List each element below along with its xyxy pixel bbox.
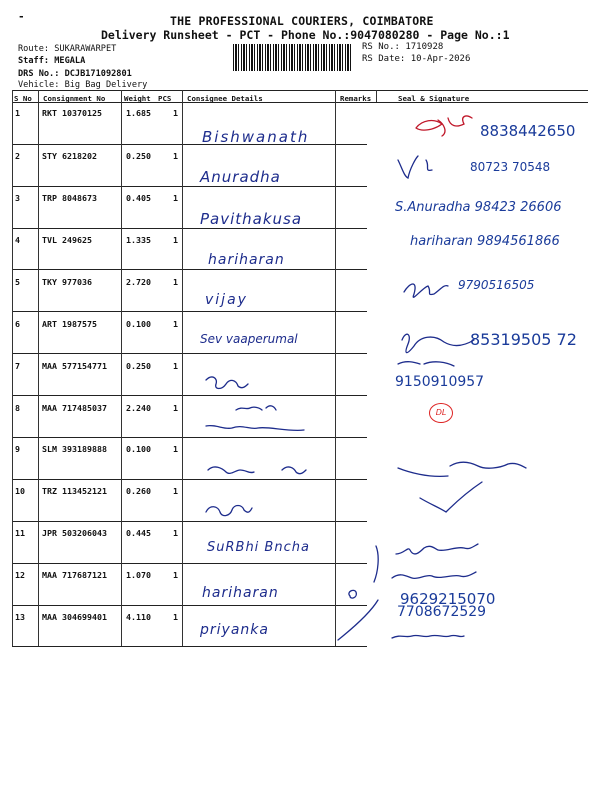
row-sno: 10	[15, 486, 25, 496]
signature-scribble	[402, 334, 474, 352]
staff-label: Staff: MEGALA	[18, 56, 86, 66]
drs-number: DRS No.: DCJB171092801	[18, 69, 132, 79]
signature-handwriting: 7708672529	[397, 604, 487, 620]
signature-scribble	[206, 426, 304, 431]
row-weight: 2.240	[126, 403, 151, 413]
signature-scribble	[404, 284, 448, 297]
row-consignment: MAA 304699401	[42, 612, 107, 622]
row-pcs: 1	[173, 612, 178, 622]
signature-scribble	[398, 156, 432, 178]
row-pcs: 1	[173, 235, 178, 245]
consignee-handwriting: priyanka	[200, 622, 269, 638]
rs-number: RS No.: 1710928	[362, 42, 444, 52]
row-pcs: 1	[173, 277, 178, 287]
row-weight: 0.250	[126, 151, 151, 161]
rs-date: RS Date: 10-Apr-2026	[362, 54, 471, 64]
row-pcs: 1	[173, 486, 178, 496]
row-consignment: RKT 10370125	[42, 108, 102, 118]
col-sno: S No	[14, 94, 32, 103]
row-weight: 2.720	[126, 277, 151, 287]
row-sno: 1	[15, 108, 20, 118]
row-consignment: ART 1987575	[42, 319, 97, 329]
row-pcs: 1	[173, 361, 178, 371]
row-weight: 0.250	[126, 361, 151, 371]
row-weight: 4.110	[126, 612, 151, 622]
col-consignee: Consignee Details	[187, 94, 263, 103]
row-sno: 7	[15, 361, 20, 371]
col-consignment: Consignment No	[43, 94, 106, 103]
consignee-handwriting: Pavithakusa	[200, 210, 303, 228]
row-sno: 5	[15, 277, 20, 287]
row-pcs: 1	[173, 193, 178, 203]
signature-scribble	[398, 362, 454, 366]
signature-scribble	[396, 544, 478, 554]
row-sno: 13	[15, 612, 25, 622]
row-pcs: 1	[173, 108, 178, 118]
consignee-handwriting: Anuradha	[200, 168, 281, 186]
route-label: Route: SUKARAWARPET	[18, 44, 117, 54]
signature-scribble	[206, 377, 248, 388]
row-consignment: TVL 249625	[42, 235, 92, 245]
row-pcs: 1	[173, 570, 178, 580]
row-pcs: 1	[173, 403, 178, 413]
consignee-handwriting: vijay	[205, 292, 248, 308]
signature-handwriting: 9629215070	[400, 590, 496, 608]
signature-handwriting: S.Anuradha 98423 26606	[395, 200, 562, 215]
row-consignment: TKY 977036	[42, 277, 92, 287]
consignee-handwriting: hariharan	[208, 252, 285, 268]
signature-scribble	[349, 590, 356, 598]
row-consignment: JPR 503206043	[42, 528, 107, 538]
row-consignment: MAA 717485037	[42, 403, 107, 413]
row-sno: 12	[15, 570, 25, 580]
consignee-handwriting: SuRBhi Bncha	[207, 540, 310, 555]
col-pcs: PCS	[158, 94, 172, 103]
row-sno: 8	[15, 403, 20, 413]
corner-dash: -	[18, 10, 25, 23]
row-pcs: 1	[173, 319, 178, 329]
signature-scribble	[398, 462, 526, 476]
signature-handwriting: 9150910957	[395, 374, 485, 390]
row-sno: 6	[15, 319, 20, 329]
row-pcs: 1	[173, 151, 178, 161]
consignee-handwriting: hariharan	[202, 585, 279, 601]
signature-scribble	[208, 467, 306, 474]
signature-scribble	[392, 572, 476, 578]
col-remarks: Remarks	[340, 94, 372, 103]
signature-scribble	[420, 482, 482, 512]
signature-handwriting: hariharan 9894561866	[410, 234, 560, 249]
runsheet-subtitle: Delivery Runsheet - PCT - Phone No.:9047080280 - Page No.:1	[101, 28, 510, 42]
signature-scribble	[392, 635, 464, 638]
signature-scribble	[416, 116, 472, 136]
row-pcs: 1	[173, 444, 178, 454]
signature-handwriting: 85319505 72	[470, 330, 577, 349]
col-weight: Weight	[124, 94, 151, 103]
row-sno: 2	[15, 151, 20, 161]
row-pcs: 1	[173, 528, 178, 538]
row-sno: 3	[15, 193, 20, 203]
row-consignment: MAA 717687121	[42, 570, 107, 580]
row-consignment: TRZ 113452121	[42, 486, 107, 496]
row-sno: 11	[15, 528, 25, 538]
signature-handwriting: 80723 70548	[470, 160, 551, 174]
row-weight: 1.070	[126, 570, 151, 580]
dl-stamp: DL	[429, 403, 453, 423]
row-consignment: SLM 393189888	[42, 444, 107, 454]
signature-scribble	[206, 506, 252, 516]
signature-scribble	[236, 406, 276, 410]
row-consignment: MAA 577154771	[42, 361, 107, 371]
row-weight: 0.405	[126, 193, 151, 203]
row-consignment: STY 6218202	[42, 151, 97, 161]
signature-scribble	[338, 546, 378, 640]
row-sno: 4	[15, 235, 20, 245]
row-weight: 1.685	[126, 108, 151, 118]
signature-handwriting: 8838442650	[480, 122, 576, 140]
consignee-handwriting: Bishwanath	[202, 128, 310, 146]
row-weight: 0.260	[126, 486, 151, 496]
col-seal: Seal & Signature	[398, 94, 470, 103]
vehicle-label: Vehicle: Big Bag Delivery	[18, 80, 148, 90]
row-weight: 0.100	[126, 319, 151, 329]
signature-handwriting: 9790516505	[458, 278, 535, 292]
row-weight: 0.445	[126, 528, 151, 538]
row-weight: 1.335	[126, 235, 151, 245]
consignee-handwriting: Sev vaaperumal	[200, 332, 298, 346]
row-consignment: TRP 8048673	[42, 193, 97, 203]
company-title: THE PROFESSIONAL COURIERS, COIMBATORE	[170, 14, 434, 28]
row-weight: 0.100	[126, 444, 151, 454]
row-sno: 9	[15, 444, 20, 454]
